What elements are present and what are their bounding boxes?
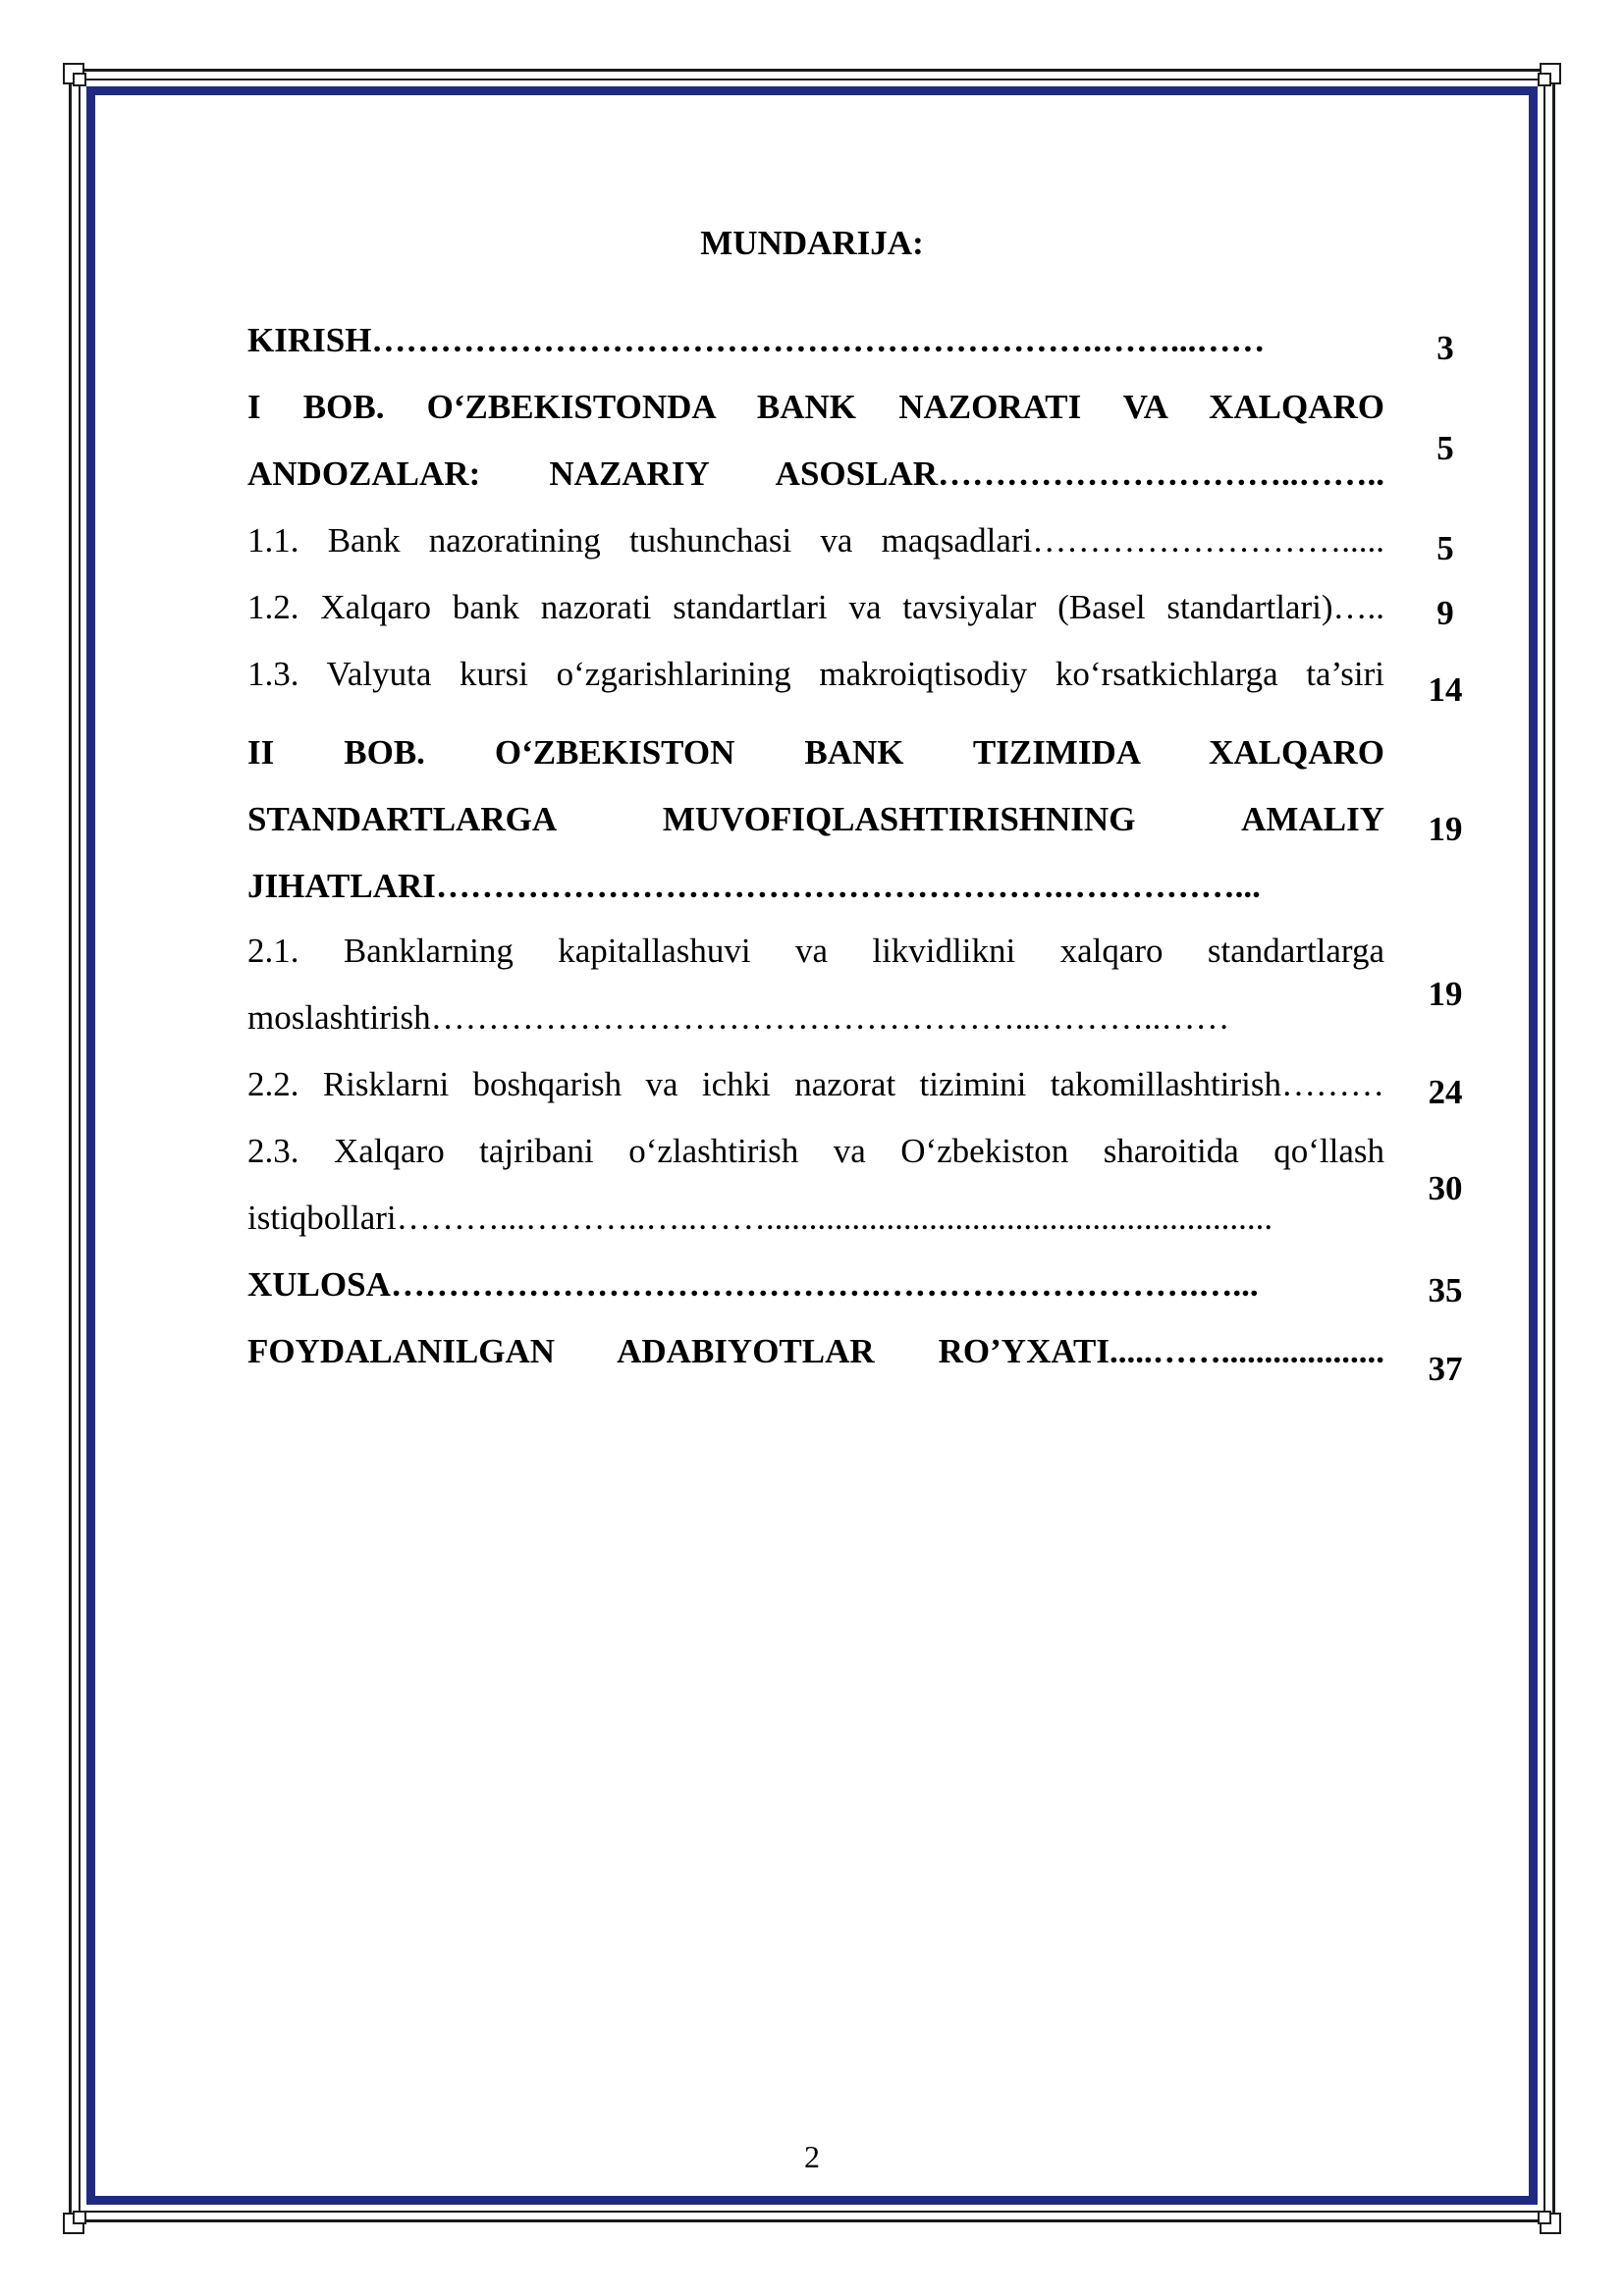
toc-entry-kirish[interactable] [247,307,1485,374]
border-corner-ornament [1530,63,1561,94]
toc-entry-section-2-2[interactable] [247,1051,1485,1118]
toc-entry-section-2-3[interactable] [247,1118,1485,1252]
toc-entry-references[interactable] [247,1318,1485,1388]
toc-page-number: 3 [1436,329,1454,367]
border-corner-ornament [1530,2203,1561,2234]
toc-entry-chapter-1[interactable] [247,374,1485,507]
toc-page-number: 37 [1428,1350,1463,1388]
toc-page-number: 30 [1428,1169,1463,1207]
toc-entry-text: FOYDALANILGAN ADABIYOTLAR RO’YXATI.....……................... [247,1332,1384,1370]
toc-entry-section-1-1[interactable] [247,507,1485,574]
toc-entry-section-1-3[interactable] [247,641,1485,723]
toc-page-number: 14 [1428,670,1463,709]
toc-entry-chapter-2[interactable] [247,720,1485,920]
toc-entry-section-1-2[interactable] [247,574,1485,641]
toc-entry-text: XULOSA…………………………………….……………………….…... [247,1265,1259,1304]
toc-page-number: 9 [1436,594,1454,632]
toc-entry-text: 2.3. Xalqaro tajribani o‘zlashtirish va O‘zbekiston sharoitida qo‘llash istiqbollari………...………..…..……........................................................... [247,1132,1384,1237]
toc-page-number: 19 [1428,975,1463,1013]
toc-page-number: 5 [1436,529,1454,567]
toc-page-number: 19 [1428,810,1463,848]
toc-entry-text: 1.1. Bank nazoratining tushunchasi va maqsadlari………………………..... [247,521,1384,560]
toc-entry-text: I BOB. O‘ZBEKISTONDA BANK NAZORATI VA XALQARO ANDOZALAR: NAZARIY ASOSLAR…………………………..…….. [247,388,1384,493]
toc-entry-xulosa[interactable] [247,1252,1485,1318]
toc-entry-text: KIRISH……………………………………………………….……...…… [247,321,1266,359]
toc-page-number: 35 [1428,1271,1463,1309]
border-corner-ornament [63,63,94,94]
toc-entry-section-2-1[interactable] [247,918,1485,1051]
toc-entry-text: 2.2. Risklarni boshqarish va ichki nazorat tizimini takomillashtirish……… [247,1065,1384,1103]
toc-entry-text: 1.2. Xalqaro bank nazorati standartlari va tavsiyalar (Basel standartlari)….. [247,588,1384,626]
toc-page-number: 24 [1428,1073,1463,1111]
toc-entry-text: II BOB. O‘ZBEKISTON BANK TIZIMIDA XALQARO STANDARTLARGA MUVOFIQLASHTIRISHNING AMALIY JIHATLARI……………………………………………….……………... [247,733,1384,905]
border-corner-ornament [63,2203,94,2234]
toc-entry-text: 2.1. Banklarning kapitallashuvi va likvidlikni xalqaro standartlarga moslashtirish……………………………………………...………..…… [247,932,1384,1037]
toc-entry-text: 1.3. Valyuta kursi o‘zgarishlarining makroiqtisodiy ko‘rsatkichlarga ta’siri [247,655,1384,693]
toc-title: MUNDARIJA: [700,224,924,262]
toc-page-number: 5 [1436,429,1454,467]
page-number: 2 [804,2139,820,2174]
